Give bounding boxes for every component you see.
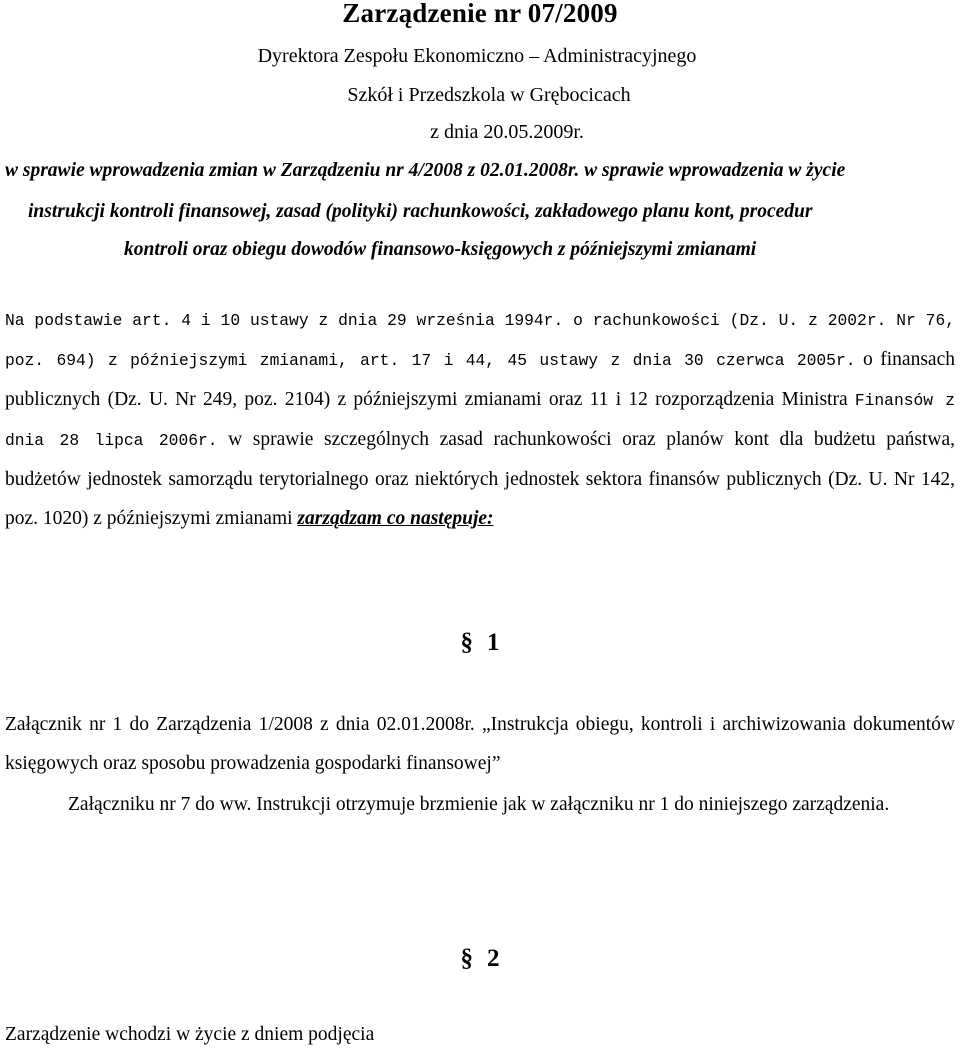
effective-date-statement: Zarządzenie wchodzi w życie z dniem podjęcia bbox=[5, 1024, 375, 1045]
subject-text-continued: w sprawie wprowadzenia w życie bbox=[579, 160, 846, 181]
subject-line: instrukcji kontroli finansowej, zasad (polityki) rachunkowości, zakładowego planu kont, procedur bbox=[28, 201, 813, 222]
legal-basis-text: o finansach publicznych (Dz. U. Nr 249, poz. 2104) z późniejszymi zmianami oraz 11 i 12 rozporządzenia Ministra bbox=[5, 349, 955, 410]
legal-basis-text: w sprawie szczególnych zasad rachunkowości oraz planów kont dla budżetu państwa, budżetów jednostek samorządu terytorialnego oraz niektórych jednostek sektora finansów publicznych (Dz. U. Nr 142, poz. 1020) z późniejszymi zmianami bbox=[5, 429, 955, 529]
document-date: z dnia 20.05.2009r. bbox=[430, 121, 584, 143]
subject-text: w sprawie wprowadzenia zmian w Zarządzeniu nr 4/2008 z 02.01.2008r. bbox=[5, 160, 580, 181]
subject-line: kontroli oraz obiegu dowodów finansowo-księgowych z późniejszymi zmianami bbox=[124, 239, 757, 260]
subject-line bbox=[5, 161, 960, 181]
legal-basis-text: Na podstawie art. 4 i 10 ustawy z dnia 29 września 1994r. o rachunkowości (Dz. U. z 2002r. Nr 76, poz. 694) z późniejszymi zmianami, art. 17 i 44, 45 ustawy z dnia 30 czerwca 2005r. bbox=[5, 311, 955, 370]
section-heading-1 bbox=[0, 630, 960, 655]
order-phrase: zarządzam co następuje: bbox=[297, 508, 494, 529]
document-title: Zarządzenie nr 07/2009 bbox=[342, 0, 618, 28]
section-number: 2 bbox=[487, 945, 500, 972]
section-sign: § bbox=[460, 629, 473, 656]
legal-basis-paragraph bbox=[5, 300, 955, 538]
section-number: 1 bbox=[487, 629, 500, 656]
section-heading-2 bbox=[0, 946, 960, 971]
legal-basis-text: Finansów z dnia 28 lipca 2006r. bbox=[5, 391, 955, 450]
issuer-school-line: Szkół i Przedszkola w Grębocicach bbox=[347, 84, 631, 106]
section-sign: § bbox=[460, 945, 473, 972]
issuer-line: Dyrektora Zespołu Ekonomiczno – Administracyjnego bbox=[257, 45, 697, 67]
annex-paragraph: Załącznik nr 1 do Zarządzenia 1/2008 z dnia 02.01.2008r. „Instrukcja obiegu, kontroli i archiwizowania dokumentów księgowych oraz sposobu prowadzenia gospodarki finansowej” bbox=[5, 714, 955, 774]
annex-paragraph-continuation: Załączniku nr 7 do ww. Instrukcji otrzymuje brzmienie jak w załączniku nr 1 do niniejszego zarządzenia. bbox=[68, 794, 890, 815]
